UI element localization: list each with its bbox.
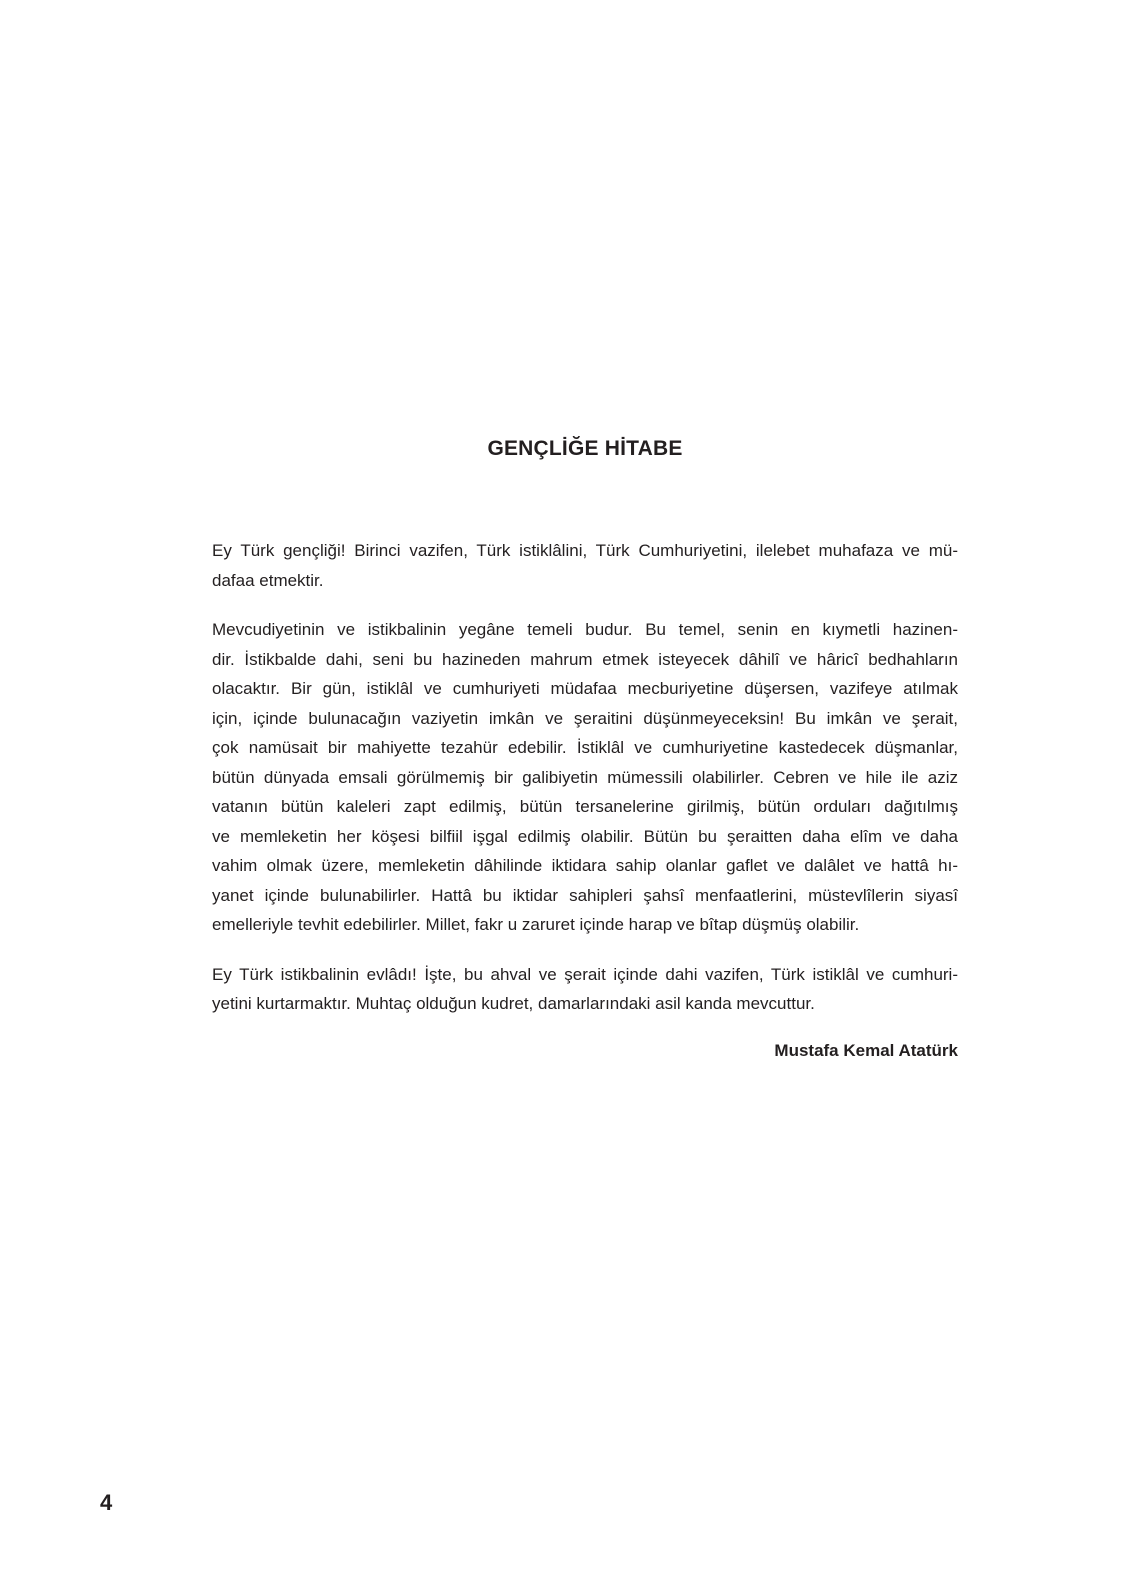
text-line: için, içinde bulunacağın vaziyetin imkân ve şeraitini düşünmeyeceksin! Bu imkân ve şerait, bbox=[212, 708, 958, 728]
text-line: vatanın bütün kaleleri zapt edilmiş, bütün tersanelerine girilmiş, bütün orduları dağıtılmış bbox=[212, 797, 958, 816]
text-line: ve memleketin her köşesi bilfiil işgal edilmiş olabilir. Bütün bu şeraitten daha elîm ve daha bbox=[212, 826, 958, 846]
text-line: dir. İstikbalde dahi, seni bu hazineden mahrum etmek isteyecek dâhilî ve hâricî bedhahların bbox=[212, 649, 958, 669]
text-line: vahim olmak üzere, memleketin dâhilinde iktidara sahip olanlar gaflet ve dalâlet ve hattâ hı- bbox=[212, 856, 958, 875]
paragraph-1 bbox=[212, 536, 958, 595]
text-line: bütün dünyada emsali görülmemiş bir galibiyetin mümessili olabilirler. Cebren ve hile ile aziz bbox=[212, 767, 958, 787]
author-signature: Mustafa Kemal Atatürk bbox=[774, 1041, 958, 1060]
paragraph-2 bbox=[212, 615, 958, 940]
text-line: emelleriyle tevhit edebilirler. Millet, fakr u zaruret içinde harap ve bîtap düşmüş olabilir. bbox=[212, 915, 860, 934]
text-line: dafaa etmektir. bbox=[212, 570, 324, 590]
page-number: 4 bbox=[100, 1490, 113, 1515]
text-line: çok namüsait bir mahiyette tezahür edebilir. İstiklâl ve cumhuriyetine kastedecek düşmanlar, bbox=[212, 738, 958, 757]
paragraph-3 bbox=[212, 960, 958, 1019]
text-line: olacaktır. Bir gün, istiklâl ve cumhuriyeti müdafaa mecburiyetine düşersen, vazifeye atılmak bbox=[212, 679, 958, 698]
text-line: Ey Türk istikbalinin evlâdı! İşte, bu ahval ve şerait içinde dahi vazifen, Türk istiklâl ve cumhuri- bbox=[212, 964, 958, 984]
speech-body bbox=[212, 536, 958, 1039]
text-line: Ey Türk gençliği! Birinci vazifen, Türk istiklâlini, Türk Cumhuriyetini, ilelebet muhafaza ve mü- bbox=[212, 541, 958, 560]
page-title: GENÇLİĞE HİTABE bbox=[487, 437, 683, 460]
text-line: yetini kurtarmaktır. Muhtaç olduğun kudret, damarlarındaki asil kanda mevcuttur. bbox=[212, 994, 815, 1013]
text-line: Mevcudiyetinin ve istikbalinin yegâne temeli budur. Bu temel, senin en kıymetli hazinen- bbox=[212, 620, 958, 639]
text-line: yanet içinde bulunabilirler. Hattâ bu iktidar sahipleri şahsî menfaatlerini, müstevlîlerin siyasî bbox=[212, 885, 958, 905]
